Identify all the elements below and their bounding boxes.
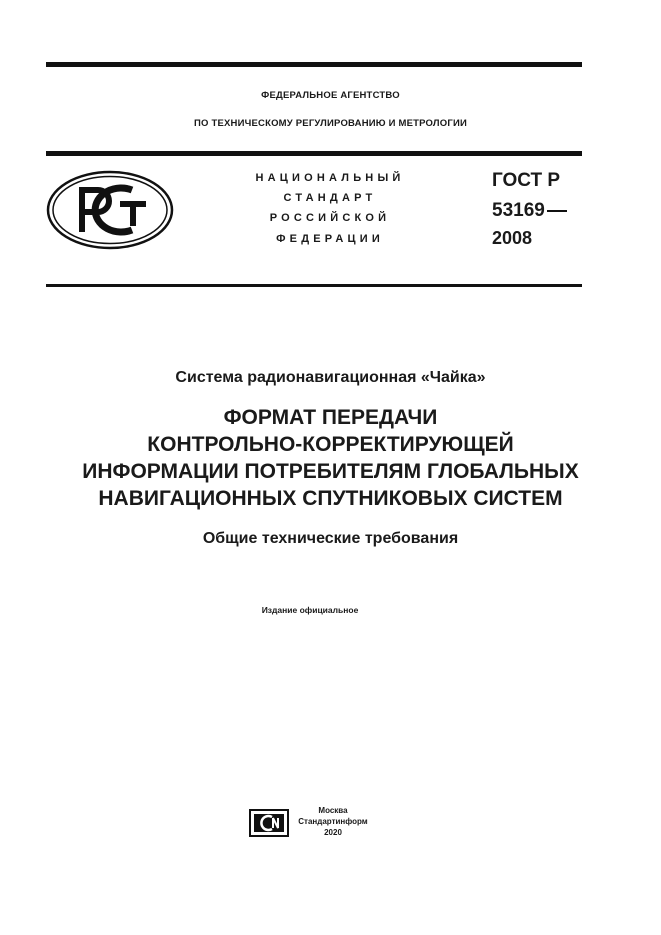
rst-logo-icon (46, 170, 174, 250)
standard-type-line-2: СТАНДАРТ (283, 192, 377, 204)
gost-year: 2008 (492, 228, 533, 248)
document-title-line-1: ФОРМАТ ПЕРЕДАЧИ (223, 406, 438, 429)
edition-note: Издание официальное (261, 605, 359, 615)
top-rule (46, 62, 582, 67)
gost-number: 53169 (492, 200, 545, 221)
document-title-line-2: КОНТРОЛЬНО-КОРРЕКТИРУЮЩЕЙ (147, 433, 514, 456)
publisher-city: Москва (318, 806, 348, 815)
publisher-block (298, 805, 368, 838)
bottom-rule (46, 284, 582, 287)
gost-dash (547, 210, 567, 212)
standard-type-line-1: НАЦИОНАЛЬНЫЙ (255, 172, 405, 184)
document-subtitle: Система радионавигационная «Чайка» (175, 369, 486, 386)
document-title-line-4: НАВИГАЦИОННЫХ СПУТНИКОВЫХ СИСТЕМ (98, 487, 563, 510)
document-general-requirements: Общие технические требования (202, 530, 459, 547)
gost-prefix: ГОСТ Р (492, 170, 561, 191)
agency-name-line-2: ПО ТЕХНИЧЕСКОМУ РЕГУЛИРОВАНИЮ И МЕТРОЛОГИИ (194, 118, 467, 129)
publisher-year: 2020 (324, 828, 342, 837)
standartinform-logo-icon (248, 808, 290, 838)
agency-name-line-1: ФЕДЕРАЛЬНОЕ АГЕНТСТВО (261, 90, 400, 101)
document-title-line-3: ИНФОРМАЦИИ ПОТРЕБИТЕЛЯМ ГЛОБАЛЬНЫХ (82, 460, 579, 483)
middle-rule (46, 151, 582, 156)
publisher-name: Стандартинформ (298, 817, 368, 826)
standard-type-line-3: РОССИЙСКОЙ (269, 212, 391, 224)
gost-number-row (492, 200, 567, 222)
standard-type-line-4: ФЕДЕРАЦИИ (276, 233, 384, 245)
